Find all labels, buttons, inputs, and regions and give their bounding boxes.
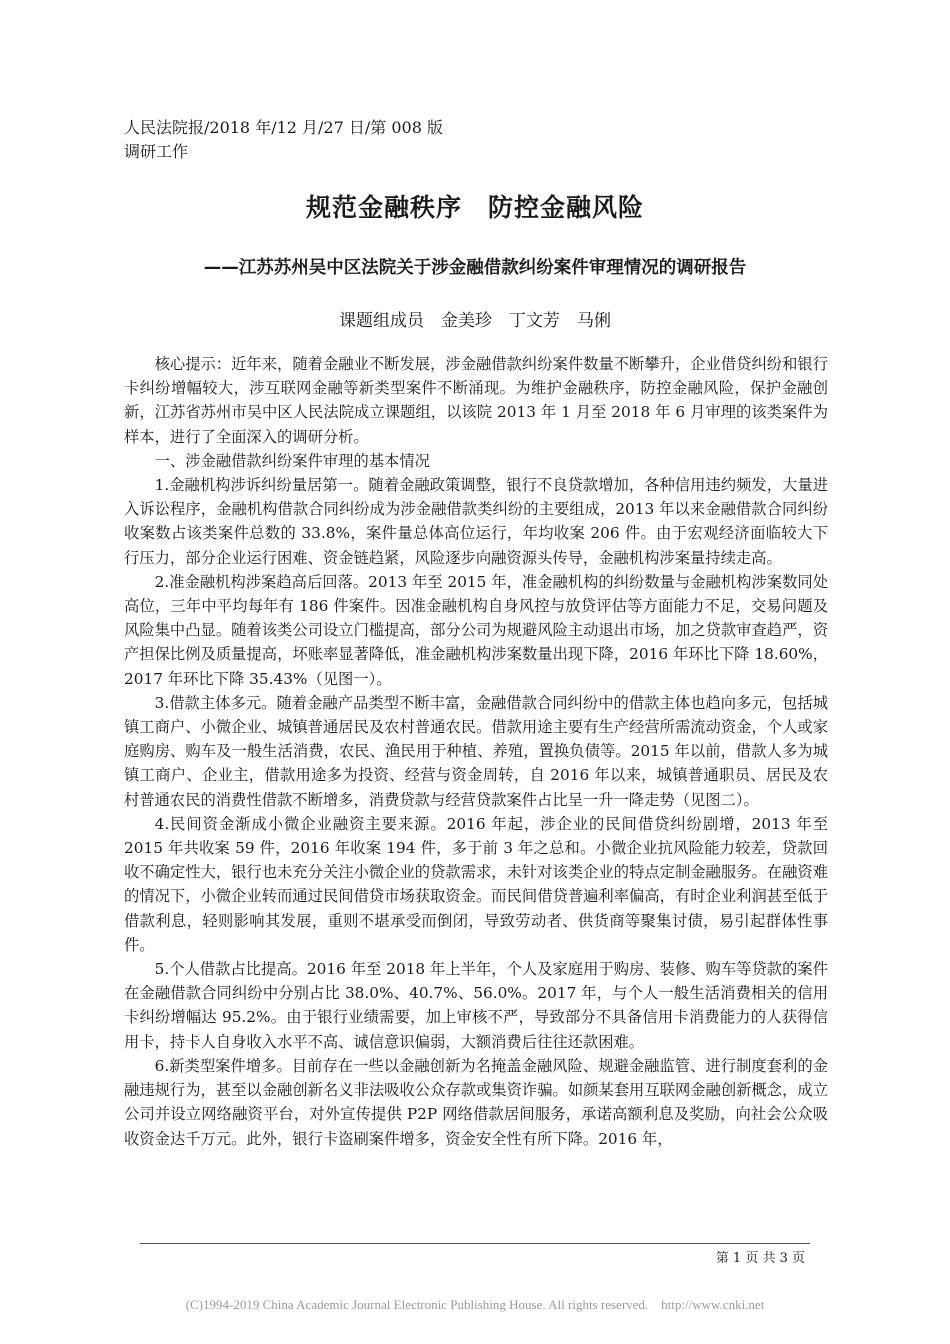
article-body (124, 352, 828, 1151)
paragraph: 4.民间资金渐成小微企业融资主要来源。2016 年起，涉企业的民间借贷纠纷剧增，2013 年至 2015 年共收案 59 件，2016 年收案 194 件，多于前 3 年之总和。小微企业抗风险能力较差，贷款回收不确定性大，银行也未充分关注小微企业的贷款需求，未针对该类企业的特点定制金融服务。在融资难的情况下，小微企业转而通过民间借贷市场获取资金。而民间借贷普遍利率偏高，有时企业利润甚至低于借款利息，轻则影响其发展，重则不堪承受而倒闭，导致劳动者、供货商等聚集讨债，易引起群体性事件。 (124, 814, 828, 954)
article-header (124, 116, 443, 164)
paragraph: 6.新类型案件增多。目前存在一些以金融创新为名掩盖金融风险、规避金融监管、进行制度套利的金融违规行为，甚至以金融创新名义非法吸收公众存款或集资诈骗。如颜某套用互联网金融创新概念，成立公司并设立网络融资平台，对外宣传提供 P2P 网络借款居间服务，承诺高额利息及奖励，向社会公众吸收资金达千万元。此外，银行卡盗刷案件增多，资金安全性有所下降。2016 年， (124, 1056, 828, 1148)
article-title: 规范金融秩序 防控金融风险 (305, 193, 644, 222)
article-subtitle: ——江苏苏州吴中区法院关于涉金融借款纠纷案件审理情况的调研报告 (203, 258, 747, 278)
paragraph: 5.个人借款占比提高。2016 年至 2018 年上半年，个人及家庭用于购房、装修、购车等贷款的案件在金融借款合同纠纷中分别占比 38.0%、40.7%、56.0%。2017 年，与个人一般生活消费相关的信用卡纠纷增幅达 95.2%。由于银行业绩需要，加上审核不严，导致部分不具备信用卡消费能力的人获得信用卡，持卡人自身收入水平不高、诚信意识偏弱，大额消费后往往还款困难。 (124, 960, 828, 1051)
paragraph-summary: 核心提示：近年来，随着金融业不断发展，涉金融借款纠纷案件数量不断攀升，企业借贷纠纷和银行卡纠纷增幅较大，涉互联网金融等新类型案件不断涌现。为维护金融秩序，防控金融风险，保护金融创新，江苏省苏州市吴中区人民法院成立课题组，以该院 2013 年 1 月至 2018 年 6 月审理的该类案件为样本，进行了全面深入的调研分析。 (124, 355, 828, 446)
copyright-watermark: (C)1994-2019 China Academic Journal Electronic Publishing House. All rights reserved. http://www.cnki.net (185, 1297, 765, 1312)
source-line: 人民法院报/2018 年/12 月/27 日/第 008 版 (124, 118, 443, 137)
paragraph: 2.准金融机构涉案趋高后回落。2013 年至 2015 年，准金融机构的纠纷数量与金融机构涉案数同处高位，三年中平均每年有 186 件案件。因准金融机构自身风控与放贷评估等方面能力不足，交易问题及风险集中凸显。随着该类公司设立门槛提高，部分公司为规避风险主动退出市场，加之贷款审查趋严，资产担保比例及质量提高，坏账率显著降低，准金融机构涉案数量出现下降，2016 年环比下降 18.60%，2017 年环比下降 35.43%（见图一）。 (124, 572, 828, 688)
section-heading: 一、涉金融借款纠纷案件审理的基本情况 (154, 451, 430, 470)
page-number: 第 1 页 共 3 页 (715, 1251, 805, 1266)
paragraph: 1.金融机构涉诉纠纷量居第一。随着金融政策调整，银行不良贷款增加，各种信用违约频发，大量进入诉讼程序，金融机构借款合同纠纷成为涉金融借款类纠纷的主要组成，2013 年以来金融借款合同纠纷收案数占该类案件总数的 33.8%，案件量总体高位运行，年均收案 206 件。由于宏观经济面临较大下行压力，部分企业运行困难、资金链趋紧，风险逐步向融资源头传导，金融机构涉案量持续走高。 (124, 476, 828, 567)
footer-divider (140, 1243, 810, 1244)
authors-line: 课题组成员 金美珍 丁文芳 马俐 (339, 311, 611, 331)
paragraph: 3.借款主体多元。随着金融产品类型不断丰富，金融借款合同纠纷中的借款主体也趋向多元，包括城镇工商户、小微企业、城镇普通居民及农村普通农民。借款用途主要有生产经营所需流动资金，个人或家庭购房、购车及一般生活消费，农民、渔民用于种植、养殖，置换负债等。2015 年以前，借款人多为城镇工商户、企业主，借款用途多为投资、经营与资金周转，自 2016 年以来，城镇普通职员、居民及农村普通农民的消费性借款不断增多，消费贷款与经营贷款案件占比呈一升一降走势（见图二）。 (124, 693, 828, 809)
section-line: 调研工作 (124, 142, 189, 161)
